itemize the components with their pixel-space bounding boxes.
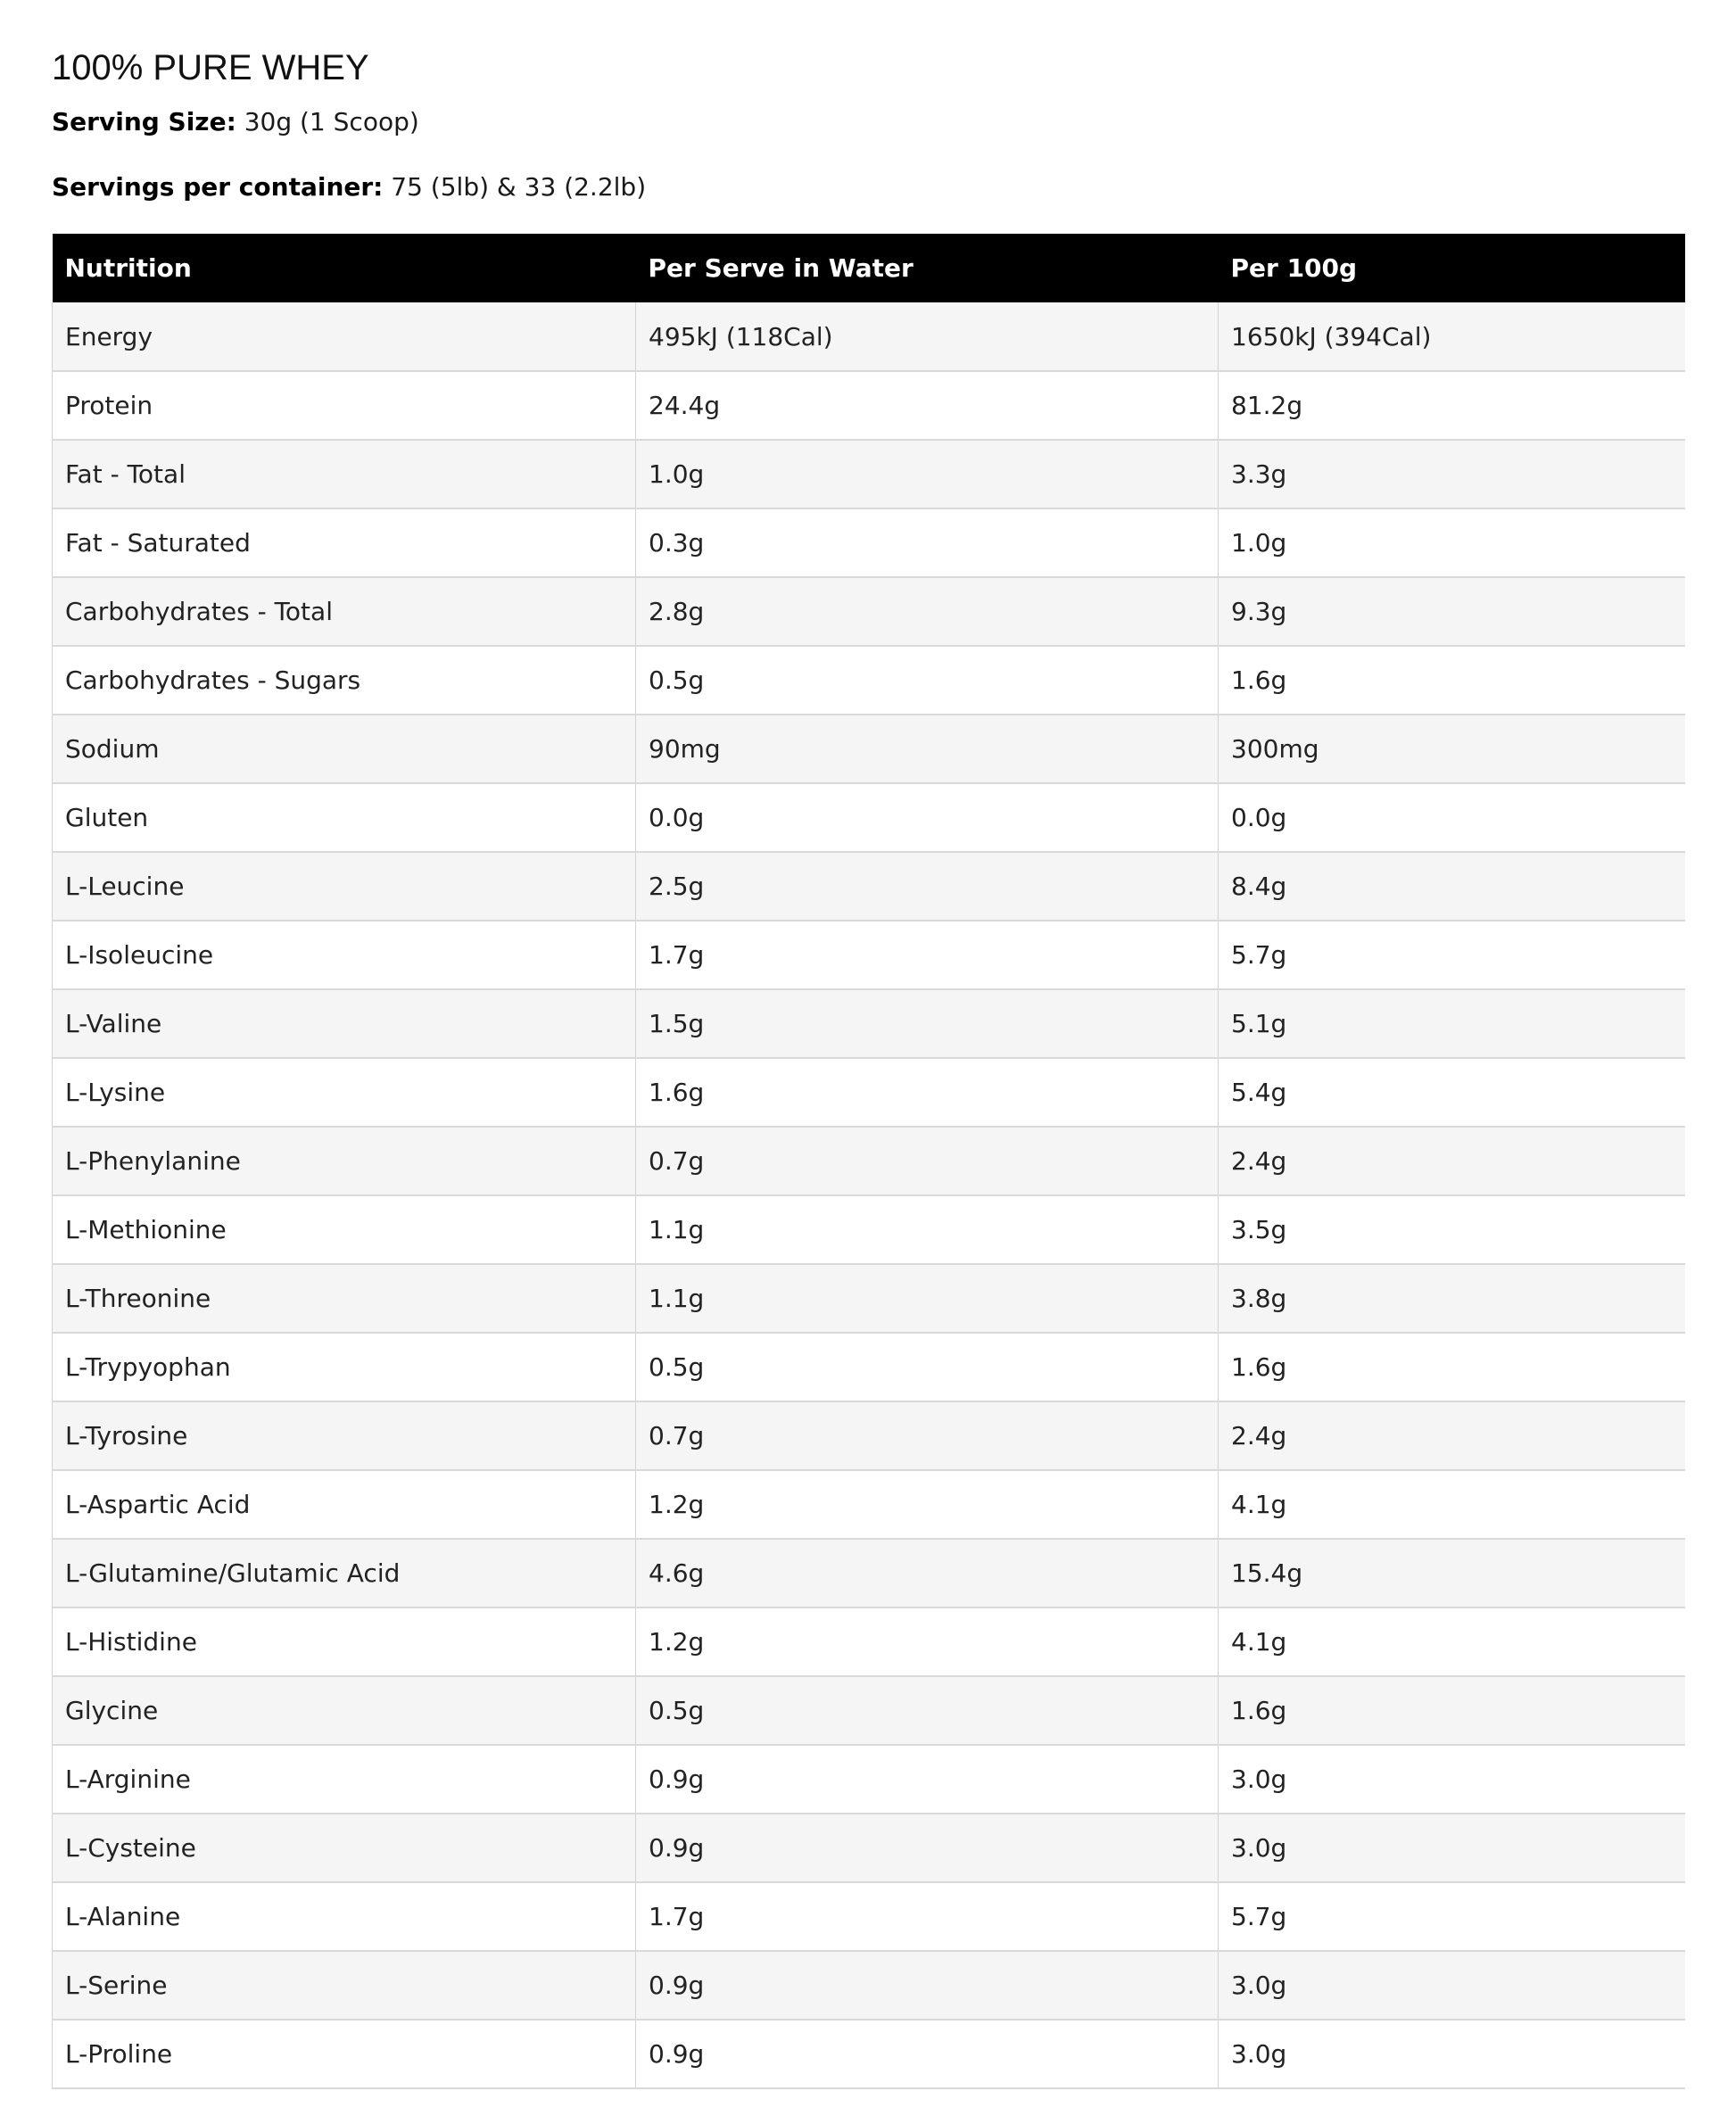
nutrient-name: L-Lysine — [53, 1058, 636, 1127]
per-100g-value: 5.1g — [1219, 989, 1685, 1058]
nutrient-name: L-Serine — [53, 1951, 636, 2020]
per-serve-value: 1.6g — [636, 1058, 1219, 1127]
per-serve-value: 0.7g — [636, 1401, 1219, 1470]
table-row — [53, 989, 1685, 1058]
nutrition-table — [52, 234, 1685, 2089]
serving-size — [52, 107, 419, 136]
per-serve-value: 1.2g — [636, 1470, 1219, 1539]
per-100g-value: 81.2g — [1219, 371, 1685, 440]
header-row — [53, 234, 1685, 302]
nutrient-name: L-Leucine — [53, 852, 636, 921]
per-100g-value: 1.6g — [1219, 1333, 1685, 1401]
per-serve-value: 90mg — [636, 715, 1219, 783]
per-100g-value: 3.0g — [1219, 1814, 1685, 1882]
nutrient-name: L-Arginine — [53, 1745, 636, 1814]
per-serve-value: 0.5g — [636, 1676, 1219, 1745]
table-row — [53, 1951, 1685, 2020]
per-100g-value: 2.4g — [1219, 1401, 1685, 1470]
header-nutrition: Nutrition — [64, 253, 192, 283]
nutrient-name: L-Tyrosine — [53, 1401, 636, 1470]
nutrient-name: Fat - Total — [53, 440, 636, 508]
table-row — [53, 1264, 1685, 1333]
nutrient-name: L-Cysteine — [53, 1814, 636, 1882]
table-row — [53, 2020, 1685, 2088]
per-100g-value: 3.0g — [1219, 2020, 1685, 2088]
table-row — [53, 1882, 1685, 1951]
per-serve-value: 1.2g — [636, 1607, 1219, 1676]
nutrient-name: L-Threonine — [53, 1264, 636, 1333]
table-row — [53, 1745, 1685, 1814]
serving-size-value: 30g (1 Scoop) — [244, 107, 419, 136]
per-100g-value: 5.7g — [1219, 1882, 1685, 1951]
nutrient-name: L-Valine — [53, 989, 636, 1058]
per-100g-value: 9.3g — [1219, 577, 1685, 646]
table-row — [53, 577, 1685, 646]
per-100g-value: 300mg — [1219, 715, 1685, 783]
per-serve-value: 2.8g — [636, 577, 1219, 646]
nutrient-name: Fat - Saturated — [53, 508, 636, 577]
table-row — [53, 440, 1685, 508]
per-serve-value: 0.7g — [636, 1127, 1219, 1195]
per-serve-value: 0.9g — [636, 1814, 1219, 1882]
nutrient-name: L-Methionine — [53, 1195, 636, 1264]
per-100g-value: 1.0g — [1219, 508, 1685, 577]
per-serve-value: 495kJ (118Cal) — [636, 302, 1219, 371]
table-row — [53, 302, 1685, 371]
per-serve-value: 2.5g — [636, 852, 1219, 921]
header-per-serve: Per Serve in Water — [648, 253, 913, 283]
per-100g-value: 4.1g — [1219, 1470, 1685, 1539]
table-row — [53, 1127, 1685, 1195]
per-100g-value: 3.0g — [1219, 1745, 1685, 1814]
table-row — [53, 646, 1685, 715]
table-row — [53, 1607, 1685, 1676]
per-100g-value: 8.4g — [1219, 852, 1685, 921]
per-100g-value: 15.4g — [1219, 1539, 1685, 1607]
nutrient-name: Carbohydrates - Total — [53, 577, 636, 646]
per-100g-value: 5.7g — [1219, 921, 1685, 989]
table-header — [53, 234, 1685, 302]
table-row — [53, 1333, 1685, 1401]
table-row — [53, 1195, 1685, 1264]
per-serve-value: 0.0g — [636, 783, 1219, 852]
page-title: 100% PURE WHEY — [52, 48, 369, 87]
per-100g-value: 1.6g — [1219, 1676, 1685, 1745]
nutrient-name: L-Isoleucine — [53, 921, 636, 989]
nutrient-name: L-Histidine — [53, 1607, 636, 1676]
nutrient-name: Gluten — [53, 783, 636, 852]
table-row — [53, 1814, 1685, 1882]
per-100g-value: 2.4g — [1219, 1127, 1685, 1195]
per-serve-value: 24.4g — [636, 371, 1219, 440]
servings-per-container-label: Servings per container: — [52, 172, 384, 202]
per-100g-value: 3.3g — [1219, 440, 1685, 508]
per-serve-value: 0.9g — [636, 1745, 1219, 1814]
per-100g-value: 3.5g — [1219, 1195, 1685, 1264]
nutrient-name: Protein — [53, 371, 636, 440]
nutrient-name: L-Glutamine/Glutamic Acid — [53, 1539, 636, 1607]
per-serve-value: 0.9g — [636, 1951, 1219, 2020]
per-serve-value: 0.3g — [636, 508, 1219, 577]
nutrient-name: L-Proline — [53, 2020, 636, 2088]
per-serve-value: 1.5g — [636, 989, 1219, 1058]
nutrient-name: Glycine — [53, 1676, 636, 1745]
table-row — [53, 1470, 1685, 1539]
serving-size-label: Serving Size: — [52, 107, 236, 136]
per-100g-value: 5.4g — [1219, 1058, 1685, 1127]
table-row — [53, 852, 1685, 921]
table-row — [53, 1401, 1685, 1470]
per-serve-value: 0.9g — [636, 2020, 1219, 2088]
nutrient-name: Energy — [53, 302, 636, 371]
per-serve-value: 1.7g — [636, 921, 1219, 989]
per-serve-value: 1.7g — [636, 1882, 1219, 1951]
table-row — [53, 715, 1685, 783]
per-serve-value: 0.5g — [636, 646, 1219, 715]
table-body — [53, 302, 1685, 2088]
per-100g-value: 4.1g — [1219, 1607, 1685, 1676]
table-row — [53, 783, 1685, 852]
per-serve-value: 0.5g — [636, 1333, 1219, 1401]
per-100g-value: 3.8g — [1219, 1264, 1685, 1333]
per-100g-value: 0.0g — [1219, 783, 1685, 852]
servings-per-container — [52, 172, 646, 202]
servings-per-container-value: 75 (5lb) & 33 (2.2lb) — [391, 172, 647, 202]
per-100g-value: 3.0g — [1219, 1951, 1685, 2020]
nutrient-name: L-Alanine — [53, 1882, 636, 1951]
nutrient-name: Carbohydrates - Sugars — [53, 646, 636, 715]
nutrient-name: L-Aspartic Acid — [53, 1470, 636, 1539]
per-100g-value: 1.6g — [1219, 646, 1685, 715]
per-serve-value: 1.0g — [636, 440, 1219, 508]
nutrient-name: L-Trypyophan — [53, 1333, 636, 1401]
per-100g-value: 1650kJ (394Cal) — [1219, 302, 1685, 371]
table-row — [53, 1676, 1685, 1745]
table-row — [53, 508, 1685, 577]
nutrient-name: L-Phenylanine — [53, 1127, 636, 1195]
header-per-100g: Per 100g — [1230, 253, 1358, 283]
nutrient-name: Sodium — [53, 715, 636, 783]
per-serve-value: 1.1g — [636, 1264, 1219, 1333]
per-serve-value: 4.6g — [636, 1539, 1219, 1607]
table-row — [53, 921, 1685, 989]
per-serve-value: 1.1g — [636, 1195, 1219, 1264]
table-row — [53, 371, 1685, 440]
table-row — [53, 1058, 1685, 1127]
table-row — [53, 1539, 1685, 1607]
